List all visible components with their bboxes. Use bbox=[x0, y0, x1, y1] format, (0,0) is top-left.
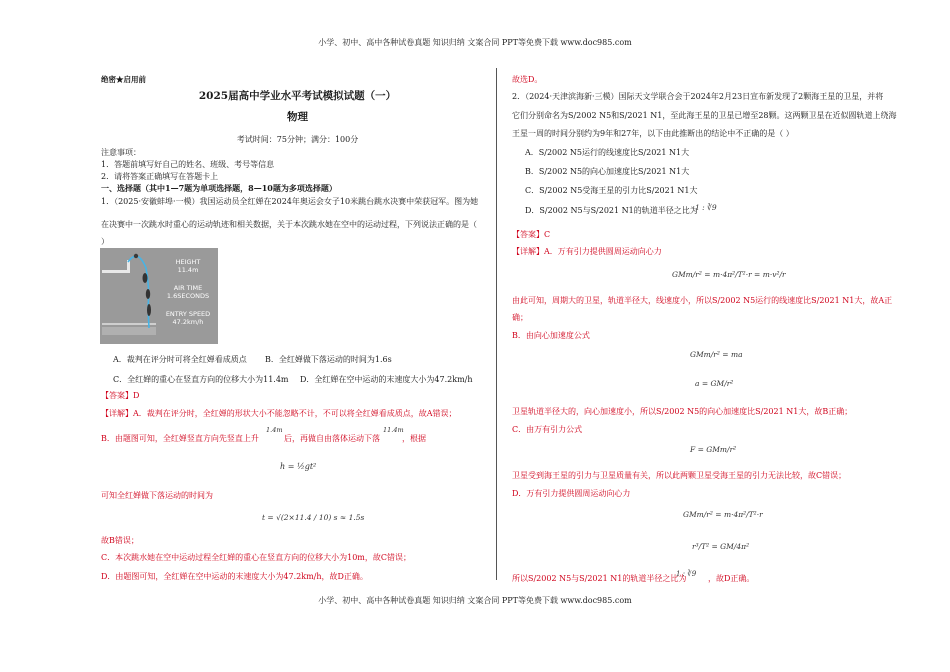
q1-explain-b-part4: 可知全红婵做下落运动的时间为 bbox=[101, 491, 213, 500]
exam-time: 考试时间：75分钟；满分：100分 bbox=[236, 135, 359, 144]
q2-ratio-inline: 1 : ∛9 bbox=[676, 570, 697, 578]
section-heading: 一、选择题（其中1—7题为单项选择题，8—10题为多项选择题） bbox=[101, 183, 337, 193]
q1-option-b: B．全红婵做下落运动的时间为1.6s bbox=[265, 355, 392, 364]
q2-explain-a3: 确； bbox=[512, 313, 528, 322]
q2-option-c: C．S/2002 N5受海王星的引力比S/2021 N1大 bbox=[525, 186, 698, 195]
entry-speed-value: 47.2km/h bbox=[172, 318, 204, 326]
q1-fall-value: 11.4m bbox=[383, 426, 404, 434]
q2-stem-line3: 王星一周的时间分别约为9年和27年，以下由此推断出的结论中不正确的是（ ） bbox=[512, 129, 794, 138]
height-label: HEIGHT bbox=[175, 258, 201, 266]
q1-option-d: D．全红婵在空中运动的末速度大小为47.2km/h bbox=[300, 375, 473, 384]
q2-explain-a2: 由此可知，周期大的卫星，轨道半径大，线速度小，所以S/2002 N5运行的线速度比S/2021 N1大，故A正 bbox=[512, 296, 893, 305]
q2-formula-a: GMm/r² = m·4π²/T²·r = m·v²/r bbox=[672, 270, 786, 279]
q1-explain-b-part3: ，根据 bbox=[402, 434, 426, 443]
q2-formula-b2: a = GM/r² bbox=[695, 379, 734, 388]
q1-explain-b-part2: 后，再做自由落体运动下落 bbox=[284, 434, 380, 443]
exam-title: 2025届高中学业水平考试模拟试题（一） bbox=[198, 90, 397, 102]
q2-explain-d1: D．万有引力提供圆周运动向心力 bbox=[512, 489, 631, 498]
q1-option-c: C．全红婵的重心在竖直方向的位移大小为11.4m bbox=[113, 375, 289, 384]
q2-explain-a1: 【详解】A．万有引力提供圆周运动向心力 bbox=[512, 247, 662, 256]
q2-stem-line1: 2．（2024·天津滨海新·三模）国际天文学联合会于2024年2月23日宣布新发现了2颗海王星的卫星，并将 bbox=[512, 92, 884, 101]
q1-formula-h: h = ½gt² bbox=[280, 462, 317, 471]
q1-explain-c: C．本次跳水她在空中运动过程全红婵的重心在竖直方向的位移大小为10m，故C错误； bbox=[101, 553, 412, 562]
q2-explain-d2: 所以S/2002 N5与S/2021 N1的轨道半径之比为 bbox=[512, 574, 687, 583]
q1-option-a: A．裁判在评分时可将全红婵看成质点 bbox=[113, 355, 247, 364]
q2-answer: 【答案】C bbox=[512, 230, 551, 239]
q1-explain-a: 【详解】A．裁判在评分时，全红婵的形状大小不能忽略不计，不可以将全红婵看成质点，故A错误； bbox=[101, 409, 457, 418]
q2-explain-d3: ，故D正确。 bbox=[708, 574, 755, 583]
dive-trajectory-image bbox=[100, 248, 218, 344]
q1-formula-t: t = √(2×11.4 / 10) s ≈ 1.5s bbox=[262, 513, 365, 522]
q2-formula-d2: r³/T² = GM/4π² bbox=[692, 542, 750, 551]
note-1: 1．答题前填写好自己的姓名、班级、考号等信息 bbox=[101, 160, 275, 169]
q2-stem-line2: 它们分别命名为S/2002 N5和S/2021 N1，至此海王星的卫星已增至28颗。这两颗卫星在近似圆轨道上绕海 bbox=[512, 111, 897, 120]
q1-conclusion: 故选D。 bbox=[512, 75, 543, 84]
q2-formula-d1: GMm/r² = m·4π²/T²·r bbox=[683, 510, 763, 519]
q2-explain-c2: 卫星受到海王星的引力与卫星质量有关，所以此两颗卫星受海王星的引力无法比较，故C错误； bbox=[512, 471, 847, 480]
notes-title: 注意事项： bbox=[101, 148, 141, 157]
note-2: 2．请将答案正确填写在答题卡上 bbox=[101, 172, 219, 181]
q2-explain-b2: 卫星轨道半径大的，向心加速度小，所以S/2002 N5的向心加速度比S/2021 N1大，故B正确； bbox=[512, 407, 853, 416]
air-time-value: 1.6SECONDS bbox=[166, 292, 210, 300]
q1-explain-b-part5: 故B错误； bbox=[101, 536, 139, 545]
page-header: 小学、初中、高中各种试卷真题 知识归纳 文案合同 PPT等免费下载 www.doc985.com bbox=[318, 38, 632, 47]
q2-formula-c: F = GMm/r² bbox=[690, 445, 737, 454]
q2-option-b: B．S/2002 N5的向心加速度比S/2021 N1大 bbox=[525, 167, 690, 176]
subject-title: 物理 bbox=[287, 111, 308, 123]
q1-answer: 【答案】D bbox=[101, 391, 140, 400]
page-footer: 小学、初中、高中各种试卷真题 知识归纳 文案合同 PPT等免费下载 www.doc985.com bbox=[318, 596, 632, 605]
q2-formula-b1: GMm/r² = ma bbox=[690, 350, 743, 359]
q2-explain-b1: B．由向心加速度公式 bbox=[512, 331, 590, 340]
q1-stem-line2: 在决赛中一次跳水时重心的运动轨迹和相关数据，关于本次跳水她在空中的运动过程，下列说法正确的是（ bbox=[101, 220, 477, 229]
q1-explain-d: D．由题图可知，全红婵在空中运动的末速度大小为47.2km/h，故D正确。 bbox=[101, 572, 368, 581]
q1-stem-line3: ） bbox=[101, 237, 109, 246]
q1-explain-b-part1: B．由题图可知，全红婵竖直方向先竖直上升 bbox=[101, 434, 259, 443]
q2-explain-c1: C．由万有引力公式 bbox=[512, 425, 583, 434]
q1-rise-value: 1.4m bbox=[266, 426, 283, 434]
air-time-label: AIR TIME bbox=[173, 284, 203, 292]
q2-ratio: 1 : ∛9 bbox=[695, 203, 717, 212]
q1-stem-line1: 1．（2025·安徽蚌埠·一模）我国运动员全红婵在2024年奥运会女子10米跳台跳水决赛中荣获冠军。图为她 bbox=[101, 197, 479, 206]
column-divider bbox=[496, 68, 497, 580]
q2-option-a: A．S/2002 N5运行的线速度比S/2021 N1大 bbox=[525, 148, 690, 157]
height-value: 11.4m bbox=[177, 266, 199, 274]
secret-mark: 绝密★启用前 bbox=[101, 75, 146, 84]
entry-speed-label: ENTRY SPEED bbox=[165, 310, 211, 318]
q2-option-d: D．S/2002 N5与S/2021 N1的轨道半径之比为 bbox=[525, 206, 698, 215]
